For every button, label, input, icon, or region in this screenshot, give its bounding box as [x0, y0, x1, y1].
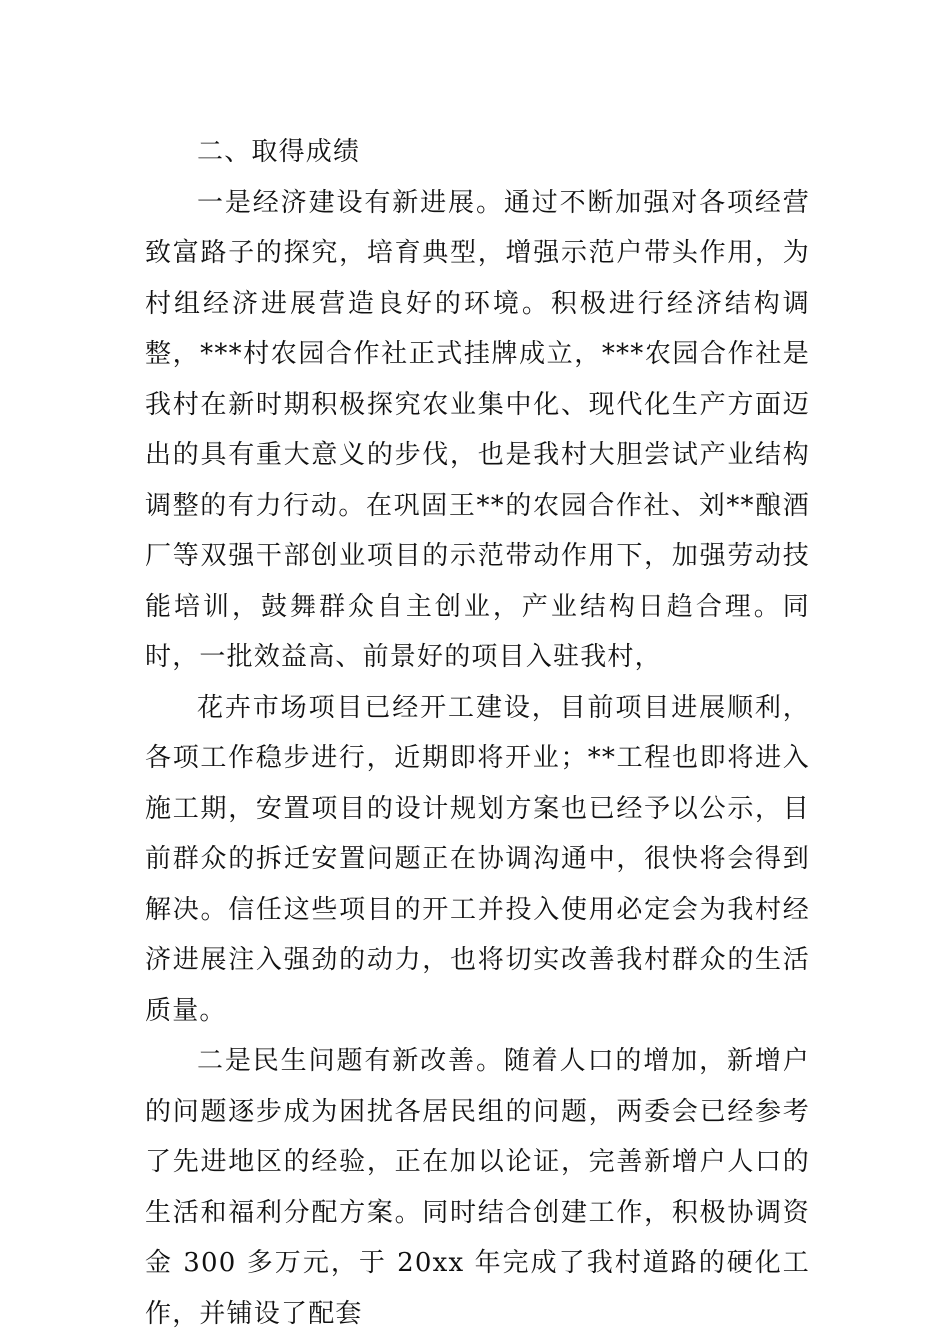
section-heading: 二、取得成绩	[197, 137, 361, 167]
document-body	[145, 127, 810, 1339]
paragraph-projects: 花卉市场项目已经开工建设，目前项目进展顺利，各项工作稳步进行，近期即将开业；**工程也即将进入施工期，安置项目的设计规划方案也已经予以公示，目前群众的拆迁安置问题正在协调沟通中，很快将会得到解决。信任这些项目的开工并投入使用必定会为我村经济进展注入强劲的动力，也将切实改善我村群众的生活质量。	[145, 692, 810, 1026]
paragraph-livelihood: 二是民生问题有新改善。随着人口的增加，新增户的问题逐步成为困扰各居民组的问题，两委会已经参考了先进地区的经验，正在加以论证，完善新增户人口的生活和福利分配方案。同时结合创建工作，积极协调资金 300 多万元，于 20xx 年完成了我村道路的硬化工作，并铺设了配套	[145, 1046, 810, 1329]
paragraph-economy: 一是经济建设有新进展。通过不断加强对各项经营致富路子的探究，培育典型，增强示范户带头作用，为村组经济进展营造良好的环境。积极进行经济结构调整，***村农园合作社正式挂牌成立，***农园合作社是我村在新时期积极探究农业集中化、现代化生产方面迈出的具有重大意义的步伐，也是我村大胆尝试产业结构调整的有力行动。在巩固王**的农园合作社、刘**酿酒厂等双强干部创业项目的示范带动作用下，加强劳动技能培训，鼓舞群众自主创业，产业结构日趋合理。同时，一批效益高、前景好的项目入驻我村，	[145, 187, 810, 672]
